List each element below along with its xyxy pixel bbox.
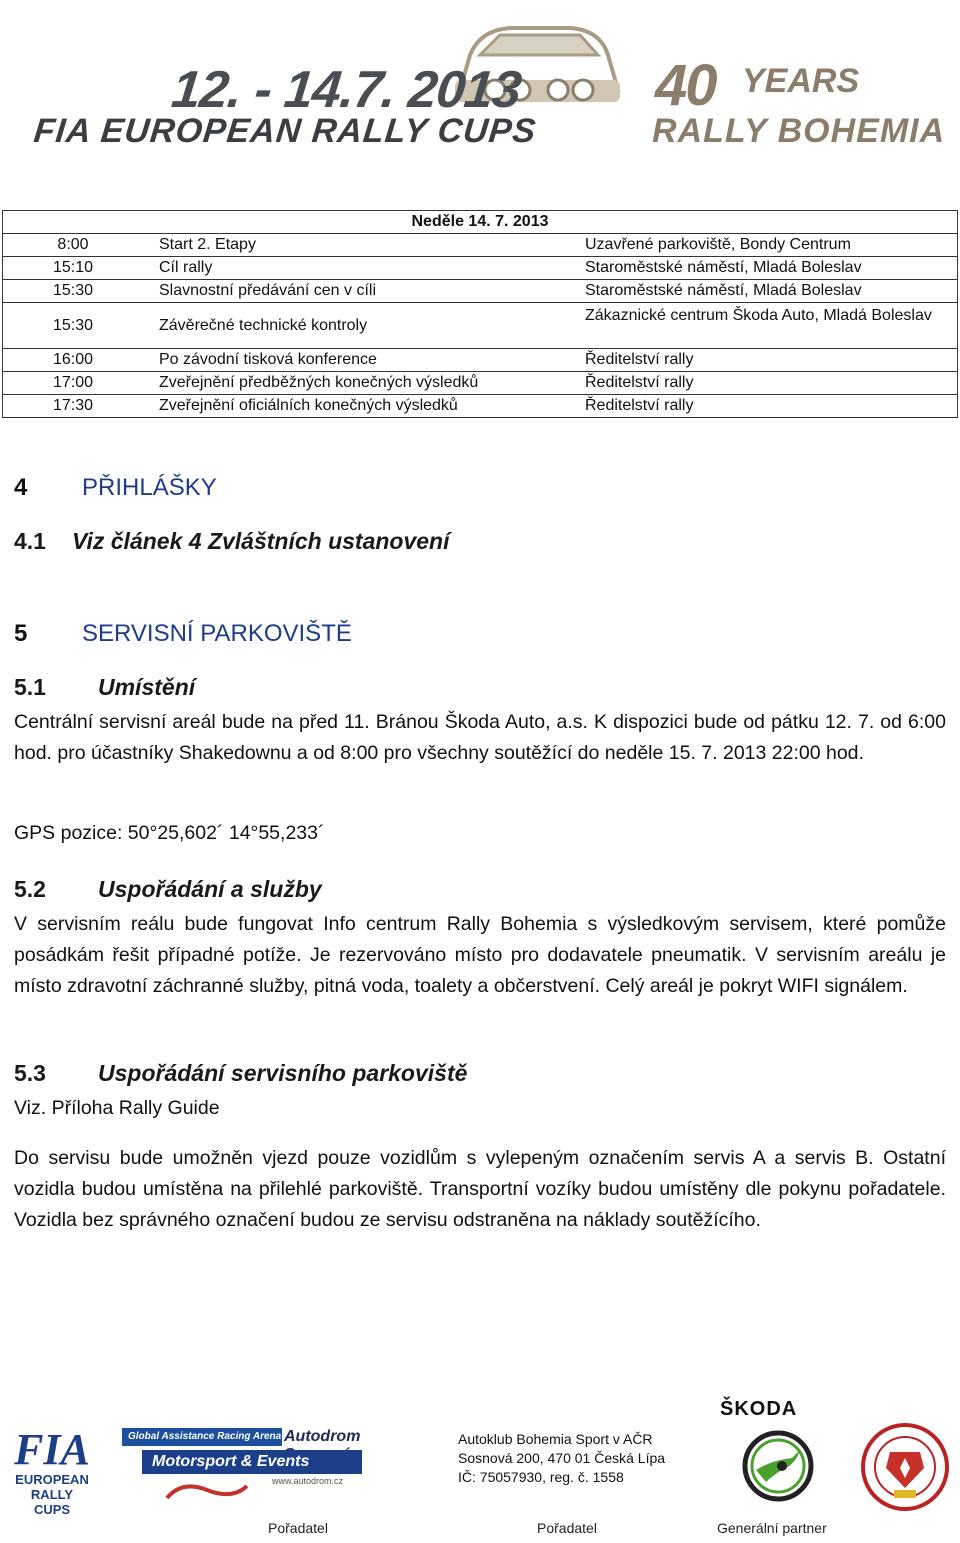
fia-european-rally-cups-title: FIA EUROPEAN RALLY CUPS — [32, 112, 539, 150]
section-title: Uspořádání a služby — [98, 876, 322, 902]
section-5-2-heading — [14, 876, 322, 903]
autosport-federation-emblem-icon — [860, 1422, 950, 1512]
race-track-icon — [162, 1478, 252, 1508]
section-number: 4 — [14, 474, 28, 501]
row-event: Zveřejnění oficiálních konečných výsledků — [159, 397, 458, 414]
section-number: 5.3 — [14, 1060, 46, 1086]
header-banner — [0, 0, 960, 190]
table-row — [3, 256, 957, 279]
row-event: Start 2. Etapy — [159, 236, 256, 253]
section-title: Uspořádání servisního parkoviště — [98, 1060, 468, 1086]
section-number: 4.1 — [14, 528, 46, 554]
row-place: Staroměstské náměstí, Mladá Boleslav — [585, 259, 862, 276]
section-title: PŘIHLÁŠKY — [82, 474, 217, 501]
row-time: 17:30 — [52, 397, 94, 414]
section-number: 5.2 — [14, 876, 46, 902]
sosnova-website: www.autodrom.cz — [272, 1476, 344, 1486]
section-5-3-heading — [14, 1060, 467, 1087]
row-event: Závěrečné technické kontroly — [159, 316, 368, 334]
table-row — [3, 394, 957, 417]
row-event: Cíl rally — [159, 259, 213, 276]
table-row — [3, 279, 957, 302]
row-time: 15:30 — [52, 316, 94, 334]
row-time: 17:00 — [52, 374, 94, 391]
row-place: Zákaznické centrum Škoda Auto, Mladá Boleslav — [585, 307, 932, 324]
role-label-organizer: Pořadatel — [537, 1520, 597, 1536]
row-place: Ředitelství rally — [585, 397, 694, 414]
rally-bohemia-title: RALLY BOHEMIA — [652, 112, 946, 150]
row-time: 15:30 — [52, 282, 94, 299]
row-place: Ředitelství rally — [585, 351, 694, 368]
row-time: 8:00 — [57, 236, 89, 253]
section-5-3-text: Do servisu bude umožněn vjezd pouze vozidlům s vylepeným označením servis A a servis B. Ostatní vozidla budou umístěna na přilehlé parkoviště. Transportní vozíky budou umístěny dle pokynu pořadatele. Vozidla bez správného označení budou ze servisu odstraněna na náklady soutěžícího. — [14, 1147, 946, 1231]
section-title: SERVISNÍ PARKOVIŠTĚ — [82, 620, 352, 647]
sponsor-footer — [0, 1390, 960, 1543]
anniversary-word: YEARS — [742, 62, 860, 100]
role-label-organizer: Pořadatel — [268, 1520, 328, 1536]
aks-address: Sosnová 200, 470 01 Česká Lípa — [458, 1450, 666, 1466]
skoda-wordmark: ŠKODA — [720, 1398, 798, 1420]
autoklub-bohemia-sport-info — [458, 1430, 698, 1487]
gps-position: GPS pozice: 50°25,602´ 14°55,233´ — [14, 822, 325, 844]
fia-logo-line: EUROPEAN — [15, 1472, 89, 1487]
section-number: 5.1 — [14, 674, 46, 700]
row-event: Po závodní tisková konference — [159, 351, 377, 368]
section-title: Viz článek 4 Zvláštních ustanovení — [72, 528, 450, 554]
fia-logo-mark: FIA — [14, 1425, 90, 1474]
sosnova-motorsport: Motorsport & Events — [142, 1450, 362, 1474]
autodrom-sosnova-logo — [122, 1428, 407, 1508]
fia-logo — [12, 1425, 92, 1517]
section-5-heading — [14, 620, 352, 648]
row-place: Ředitelství rally — [585, 374, 694, 391]
role-label-general-partner: Generální partner — [717, 1520, 827, 1536]
row-place: Uzavřené parkoviště, Bondy Centrum — [585, 236, 851, 253]
table-row — [3, 348, 957, 371]
row-time: 15:10 — [52, 259, 94, 276]
event-dates: 12. - 14.7. 2013 — [168, 61, 524, 119]
aks-registration: IČ: 75057930, reg. č. 1558 — [458, 1469, 624, 1485]
anniversary-number: 40 — [655, 53, 716, 118]
row-event: Zveřejnění předběžných konečných výsledků — [159, 374, 479, 391]
section-5-1-heading — [14, 674, 195, 701]
section-5-1-text: Centrální servisní areál bude na před 11. Bránou Škoda Auto, a.s. K dispozici bude od pátku 12. 7. od 6:00 hod. pro účastníky Shakedownu a od 8:00 pro všechny soutěžící do neděle 15. 7. 2013 22:00 hod. — [14, 711, 946, 764]
section-number: 5 — [14, 620, 28, 647]
schedule-table — [2, 210, 958, 418]
row-time: 16:00 — [52, 351, 94, 368]
table-row — [3, 302, 957, 348]
schedule-day-title: Neděle 14. 7. 2013 — [411, 213, 549, 230]
skoda-logo-icon — [742, 1430, 814, 1502]
table-row — [3, 371, 957, 394]
sosnova-name: Autodrom — [284, 1428, 361, 1445]
section-4-heading — [14, 474, 217, 502]
section-5-2-text: V servisním reálu bude fungovat Info centrum Rally Bohemia s výsledkovým servisem, které pomůže posádkám řešit případné potíže. Je rezervováno místo pro dodavatele pneumatik. V servisním areálu je místo zdravotní záchranné služby, pitná voda, toalety a občerstvení. Celý areál je pokryt WIFI signálem. — [14, 913, 946, 997]
row-place: Staroměstské náměstí, Mladá Boleslav — [585, 282, 862, 299]
sosnova-tagline: Global Assistance Racing Arena — [122, 1428, 282, 1446]
rally-guide-reference: Viz. Příloha Rally Guide — [14, 1097, 220, 1119]
section-title: Umístění — [98, 674, 196, 700]
fia-logo-line: RALLY CUPS — [30, 1487, 74, 1517]
row-event: Slavnostní předávání cen v cíli — [159, 282, 377, 299]
aks-name: Autoklub Bohemia Sport v AČR — [458, 1431, 653, 1447]
section-4-1-heading — [14, 528, 450, 555]
table-row — [3, 233, 957, 256]
